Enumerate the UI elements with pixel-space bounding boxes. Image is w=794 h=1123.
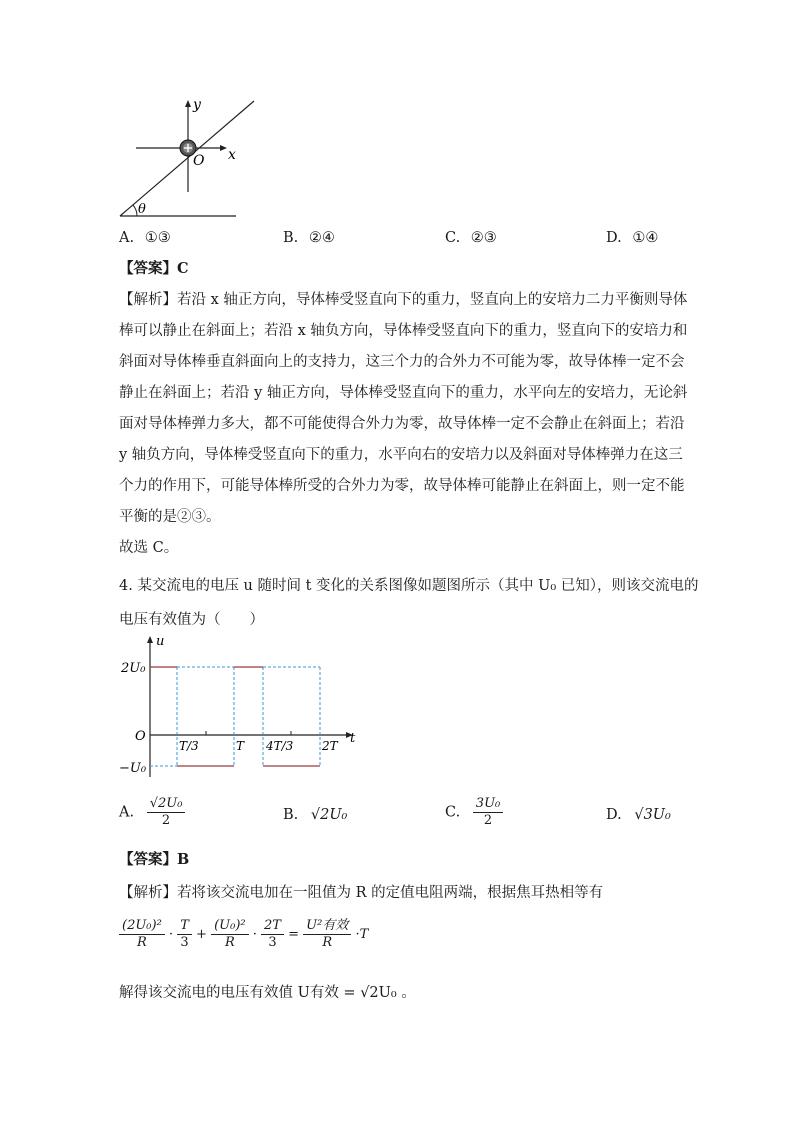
- eq-term2-factor-den: 3: [268, 935, 277, 950]
- q3-option-c-label: C.: [445, 230, 461, 246]
- q3-option-b-label: B.: [283, 230, 299, 246]
- q4-option-b-text: √2U₀: [310, 807, 348, 823]
- q3-option-d: [606, 228, 658, 248]
- joule-equation: $\frac{\text{(2U₀)²}}{R}$ · $\frac{T}{3}$ + $\frac{\text{(U₀)²}}{R}$ · $\frac{2T}{3}$ = $\frac{\text{U²有效}}{R}$ ·T: [119, 918, 368, 951]
- q3-option-a: [119, 228, 171, 248]
- eq-term1-factor: [177, 918, 192, 951]
- y-axis-label: y: [193, 97, 201, 113]
- q3-analysis-line: 面对导体棒弹力多大，都不可能使得合外力为零，故导体棒一定不会静止在斜面上；若沿: [119, 416, 685, 432]
- eq-term2-factor: [261, 918, 284, 951]
- eq-rhs-num: U²有效: [303, 918, 351, 935]
- q3-analysis-line: 个力的作用下，可能导体棒所受的合外力为零，故导体棒可能静止在斜面上，则一定不能: [119, 478, 685, 494]
- q4-option-a-label: A.: [119, 804, 135, 821]
- q4-option-a-fraction: [147, 796, 186, 829]
- waveform: [150, 667, 320, 766]
- q3-option-c: [445, 228, 497, 248]
- u-axis-label: u: [156, 634, 165, 649]
- q3-option-d-label: D.: [606, 230, 622, 246]
- q3-analysis-line: 平衡的是②③。: [119, 509, 221, 525]
- y-low-label: −U₀: [119, 761, 147, 776]
- q3-analysis-line: 静止在斜面上；若沿 y 轴正方向，导体棒受竖直向下的重力，水平向左的安培力，无论斜: [119, 385, 688, 401]
- q3-option-a-text: ①③: [144, 230, 171, 246]
- q4-option-d-text: √3U₀: [634, 807, 671, 823]
- q3-option-b-text: ②④: [308, 230, 335, 246]
- eq-term2-den: R: [224, 935, 235, 950]
- tick-label: T/3: [179, 739, 199, 753]
- q3-analysis-line: 斜面对导体棒垂直斜面向上的支持力，这三个力的合外力不可能为零，故导体棒一定不会: [119, 354, 685, 370]
- eq-term1-den: R: [137, 935, 147, 950]
- tick-label: 2T: [322, 739, 338, 753]
- q4-analysis-line: 【解析】若将该交流电加在一阻值为 R 的定值电阻两端，根据焦耳热相等有: [119, 885, 604, 901]
- q3-analysis-line: 棒可以静止在斜面上；若沿 x 轴负方向，导体棒受竖直向下的重力，竖直向下的安培力和: [119, 323, 688, 339]
- q3-analysis-line: y 轴负方向，导体棒受竖直向下的重力，水平向右的安培力以及斜面对导体棒弹力在这三: [119, 447, 683, 463]
- q4-result: 解得该交流电的电压有效值 U有效 = √2U₀ 。: [119, 985, 416, 1001]
- q4-option-d-label: D.: [606, 807, 622, 823]
- q3-option-c-text: ②③: [470, 230, 497, 246]
- eq-term2-num: (U₀)²: [211, 918, 249, 935]
- q4-option-b-label: B.: [283, 807, 299, 823]
- q3-option-b: [283, 228, 335, 248]
- eq-term1: [119, 918, 165, 951]
- eq-rhs-den: R: [322, 935, 333, 950]
- tick-label: 4T/3: [266, 739, 294, 753]
- q4-option-a-den: 2: [161, 813, 171, 828]
- q3-option-a-label: A.: [119, 230, 135, 246]
- q4-option-b: [283, 805, 347, 825]
- eq-term1-factor-den: 3: [180, 935, 189, 950]
- q3-answer: 【答案】C: [119, 260, 189, 277]
- q4-option-a: [119, 796, 185, 829]
- u-axis-arrow: [147, 636, 153, 643]
- waveform-graph: [115, 632, 365, 782]
- q4-option-c-den: 2: [483, 813, 493, 828]
- q4-option-c: [445, 796, 503, 829]
- q4-option-c-label: C.: [445, 804, 461, 821]
- y-axis-arrow: [185, 100, 191, 107]
- q4-option-c-fraction: [473, 796, 503, 829]
- theta-arc: [133, 205, 137, 216]
- q4-option-a-num: √2U₀: [147, 796, 186, 813]
- incline-figure: [115, 95, 260, 225]
- eq-rhs: [303, 918, 351, 951]
- dashed-guides: [150, 667, 320, 766]
- q3-conclusion: 故选 C。: [119, 540, 179, 556]
- q3-analysis-line: 【解析】若沿 x 轴正方向，导体棒受竖直向下的重力，竖直向上的安培力二力平衡则导体: [119, 292, 688, 308]
- eq-term1-num: (2U₀)²: [119, 918, 165, 935]
- x-axis-arrow: [220, 145, 227, 151]
- origin-label: O: [193, 153, 205, 169]
- y-high-label: 2U₀: [121, 661, 146, 676]
- x-axis-label: x: [228, 147, 236, 163]
- t-axis-label: t: [350, 731, 356, 746]
- q3-option-d-text: ①④: [632, 230, 659, 246]
- tick-label: T: [236, 739, 245, 753]
- q4-stem-line1: 4. 某交流电的电压 u 随时间 t 变化的关系图像如题图所示（其中 U₀ 已知），则该交流电的: [119, 578, 699, 594]
- eq-term1-factor-num: T: [177, 918, 192, 935]
- q4-answer: 【答案】B: [119, 851, 190, 868]
- q4-option-d: [606, 805, 671, 825]
- q4-option-c-num: 3U₀: [473, 796, 503, 813]
- q4-stem-line2: 电压有效值为（ ）: [119, 612, 264, 628]
- eq-term2-factor-num: 2T: [261, 918, 284, 935]
- origin-label: O: [135, 729, 146, 744]
- theta-label: θ: [138, 202, 146, 217]
- eq-term2: [211, 918, 249, 951]
- eq-rhs-tail: ·T: [355, 927, 369, 942]
